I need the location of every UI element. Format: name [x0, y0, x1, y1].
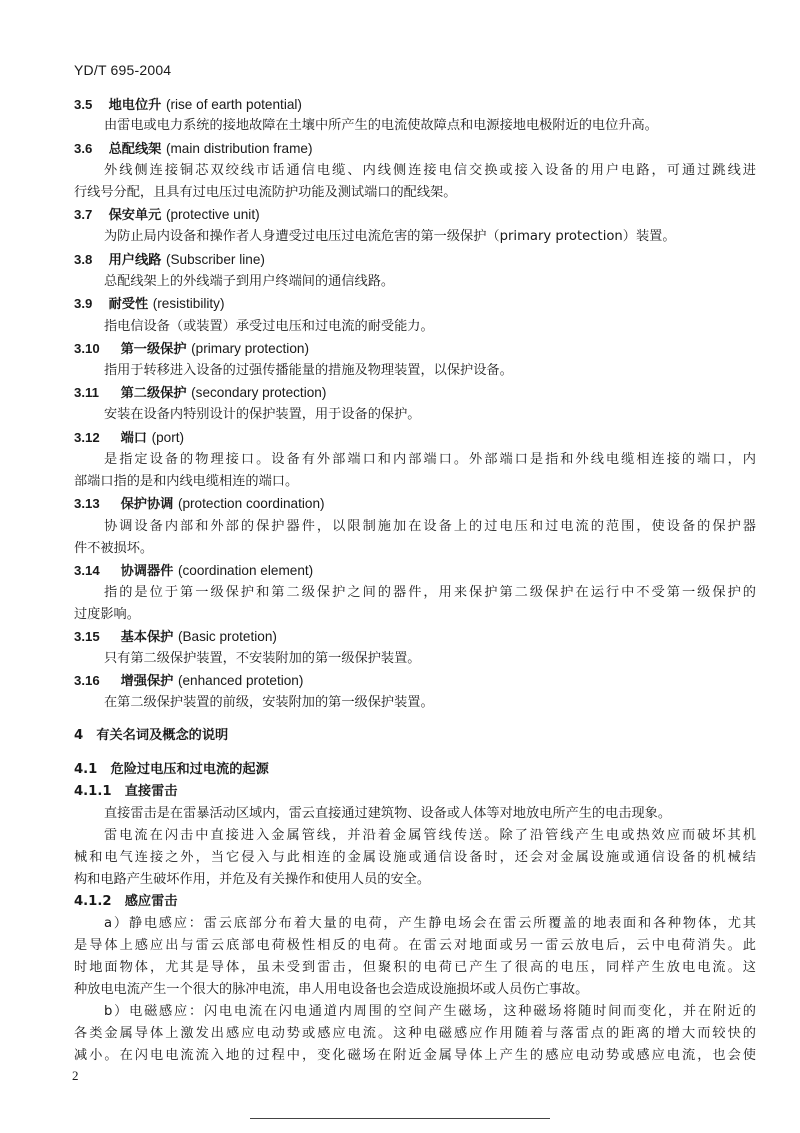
term-title-zh: 端口 [120, 431, 147, 446]
term-title-en: (protection coordination) [177, 496, 325, 511]
paragraph-4-1-2-a-line1: a）静电感应：雷云底部分布着大量的电荷，产生静电场会在雷云所覆盖的地表面和各种物体，尤其 [104, 916, 756, 931]
term-number: 3.13 [74, 496, 100, 511]
term-heading-3-15 [74, 627, 277, 648]
term-title-en: (protective unit) [165, 207, 260, 222]
paragraph-4-1-2-b-line3: 减小。在闪电电流流入地的过程中，变化磁场在附近金属导体上产生的感应电动势或感应电流，也会使 [74, 1048, 756, 1063]
term-body-3-12-line2: 部端口指的是和内线电缆相连的端口。 [74, 474, 299, 489]
section-4-1-1-heading: 4.1.1 直接雷击 [74, 784, 178, 799]
term-heading-3-14 [74, 561, 313, 582]
term-title-zh: 总配线架 [108, 142, 162, 157]
paragraph-4-1-1-2-line2: 械和电气连接之外，当它侵入与此相连的金属设施或通信设备时，还会对金属设施或通信设备的机械结 [74, 850, 756, 865]
term-number: 3.9 [74, 296, 93, 311]
paragraph-4-1-2-a-line4: 种放电电流产生一个很大的脉冲电流，串人用电设备也会造成设施损坏或人员伤亡事故。 [74, 982, 589, 997]
term-title-en: (enhanced protetion) [177, 673, 304, 688]
term-title-zh: 增强保护 [120, 674, 174, 689]
paragraph-4-1-1-1: 直接雷击是在雷暴活动区域内，雷云直接通过建筑物、设备或人体等对地放电所产生的电击现象。 [104, 806, 672, 821]
term-body-3-15: 只有第二级保护装置，不安装附加的第一级保护装置。 [104, 651, 421, 666]
paragraph-4-1-1-2-line1: 雷电流在闪击中直接进入金属管线，并沿着金属管线传送。除了沿管线产生电或热效应而破坏其机 [104, 828, 756, 843]
term-heading-3-10 [74, 339, 309, 360]
term-title-zh: 基本保护 [120, 630, 174, 645]
term-heading-3-8 [74, 250, 265, 271]
term-heading-3-6 [74, 139, 313, 160]
term-body-3-16: 在第二级保护装置的前级，安装附加的第一级保护装置。 [104, 695, 434, 710]
term-body-3-13-line2: 件不被损坏。 [74, 541, 154, 556]
term-body-3-5: 由雷电或电力系统的接地故障在土壤中所产生的电流使故障点和电源接地电极附近的电位升高。 [104, 118, 658, 133]
term-heading-3-9 [74, 294, 225, 315]
paragraph-4-1-2-b-line1: b）电磁感应：闪电电流在闪电通道内周围的空间产生磁场，这种磁场将随时间而变化，并在附近的 [104, 1004, 756, 1019]
term-title-en: (resistibility) [152, 296, 225, 311]
document-code-header: YD/T 695-2004 [74, 62, 172, 78]
section-4-heading: 4 有关名词及概念的说明 [74, 728, 229, 743]
term-title-en: (rise of earth potential) [165, 97, 302, 112]
term-body-3-6-line2: 行线号分配，且具有过电压过电流防护功能及测试端口的配线架。 [74, 185, 457, 200]
term-body-3-9: 指电信设备（或装置）承受过电压和过电流的耐受能力。 [104, 319, 434, 334]
section-4-1-heading: 4.1 危险过电压和过电流的起源 [74, 762, 269, 777]
term-number: 3.15 [74, 629, 100, 644]
term-heading-3-5 [74, 95, 302, 116]
term-body-3-12-line1: 是指定设备的物理接口。设备有外部端口和内部端口。外部端口是指和外线电缆相连接的端口，内 [104, 452, 756, 467]
term-heading-3-11 [74, 383, 326, 404]
term-number: 3.10 [74, 341, 100, 356]
term-number: 3.7 [74, 207, 93, 222]
term-number: 3.6 [74, 141, 93, 156]
term-heading-3-16 [74, 671, 303, 692]
term-number: 3.8 [74, 252, 93, 267]
term-body-3-14-line2: 过度影响。 [74, 607, 140, 622]
term-title-en: (Subscriber line) [165, 252, 265, 267]
term-title-en: (coordination element) [177, 563, 314, 578]
term-title-zh: 地电位升 [108, 98, 162, 113]
term-number: 3.14 [74, 563, 100, 578]
term-heading-3-12 [74, 428, 184, 449]
term-heading-3-7 [74, 205, 260, 226]
term-body-3-7: 为防止局内设备和操作者人身遭受过电压过电流危害的第一级保护（primary protection）装置。 [104, 229, 676, 244]
term-body-3-14-line1: 指的是位于第一级保护和第二级保护之间的器件，用来保护第二级保护在运行中不受第一级保护的 [104, 585, 756, 600]
term-body-3-13-line1: 协调设备内部和外部的保护器件，以限制施加在设备上的过电压和过电流的范围，使设备的保护器 [104, 519, 756, 534]
term-title-zh: 第一级保护 [120, 342, 187, 357]
section-4-1-2-heading: 4.1.2 感应雷击 [74, 894, 178, 909]
term-title-en: (port) [151, 430, 185, 445]
paragraph-4-1-2-a-line3: 时地面物体，尤其是导体，虽未受到雷击，但聚积的电荷已产生了很高的电压，同样产生放电电流。这 [74, 960, 756, 975]
term-title-en: (main distribution frame) [165, 141, 313, 156]
term-body-3-8: 总配线架上的外线端子到用户终端间的通信线路。 [104, 274, 395, 289]
term-number: 3.11 [74, 385, 99, 400]
term-body-3-11: 安装在设备内特别设计的保护装置，用于设备的保护。 [104, 407, 421, 422]
term-number: 3.5 [74, 97, 93, 112]
term-title-zh: 保护协调 [120, 497, 174, 512]
term-title-zh: 耐受性 [108, 297, 149, 312]
term-title-en: (Basic protetion) [177, 629, 277, 644]
term-title-zh: 用户线路 [108, 253, 162, 268]
paragraph-4-1-2-b-line2: 各类金属导体上激发出感应电动势或感应电流。这种电磁感应作用随着与落雷点的距离的增大而较快的 [74, 1026, 756, 1041]
term-title-en: (primary protection) [191, 341, 309, 356]
term-body-3-10: 指用于转移进入设备的过强传播能量的措施及物理装置，以保护设备。 [104, 363, 513, 378]
term-body-3-6-line1: 外线侧连接铜芯双绞线市话通信电缆、内线侧连接电信交换或接入设备的用户电路，可通过跳线进 [104, 163, 756, 178]
term-title-zh: 协调器件 [120, 564, 174, 579]
term-title-zh: 第二级保护 [120, 386, 187, 401]
term-number: 3.12 [74, 430, 100, 445]
term-title-en: (secondary protection) [191, 385, 327, 400]
paragraph-4-1-2-a-line2: 是导体上感应出与雷云底部电荷极性相反的电荷。在雷云对地面或另一雷云放电后，云中电荷消失。此 [74, 938, 756, 953]
term-number: 3.16 [74, 673, 100, 688]
paragraph-4-1-1-2-line3: 构和电路产生破坏作用，并危及有关操作和使用人员的安全。 [74, 872, 431, 887]
footer-rule [250, 1118, 550, 1119]
term-heading-3-13 [74, 494, 325, 515]
page-number: 2 [72, 1068, 79, 1083]
term-title-zh: 保安单元 [108, 208, 162, 223]
